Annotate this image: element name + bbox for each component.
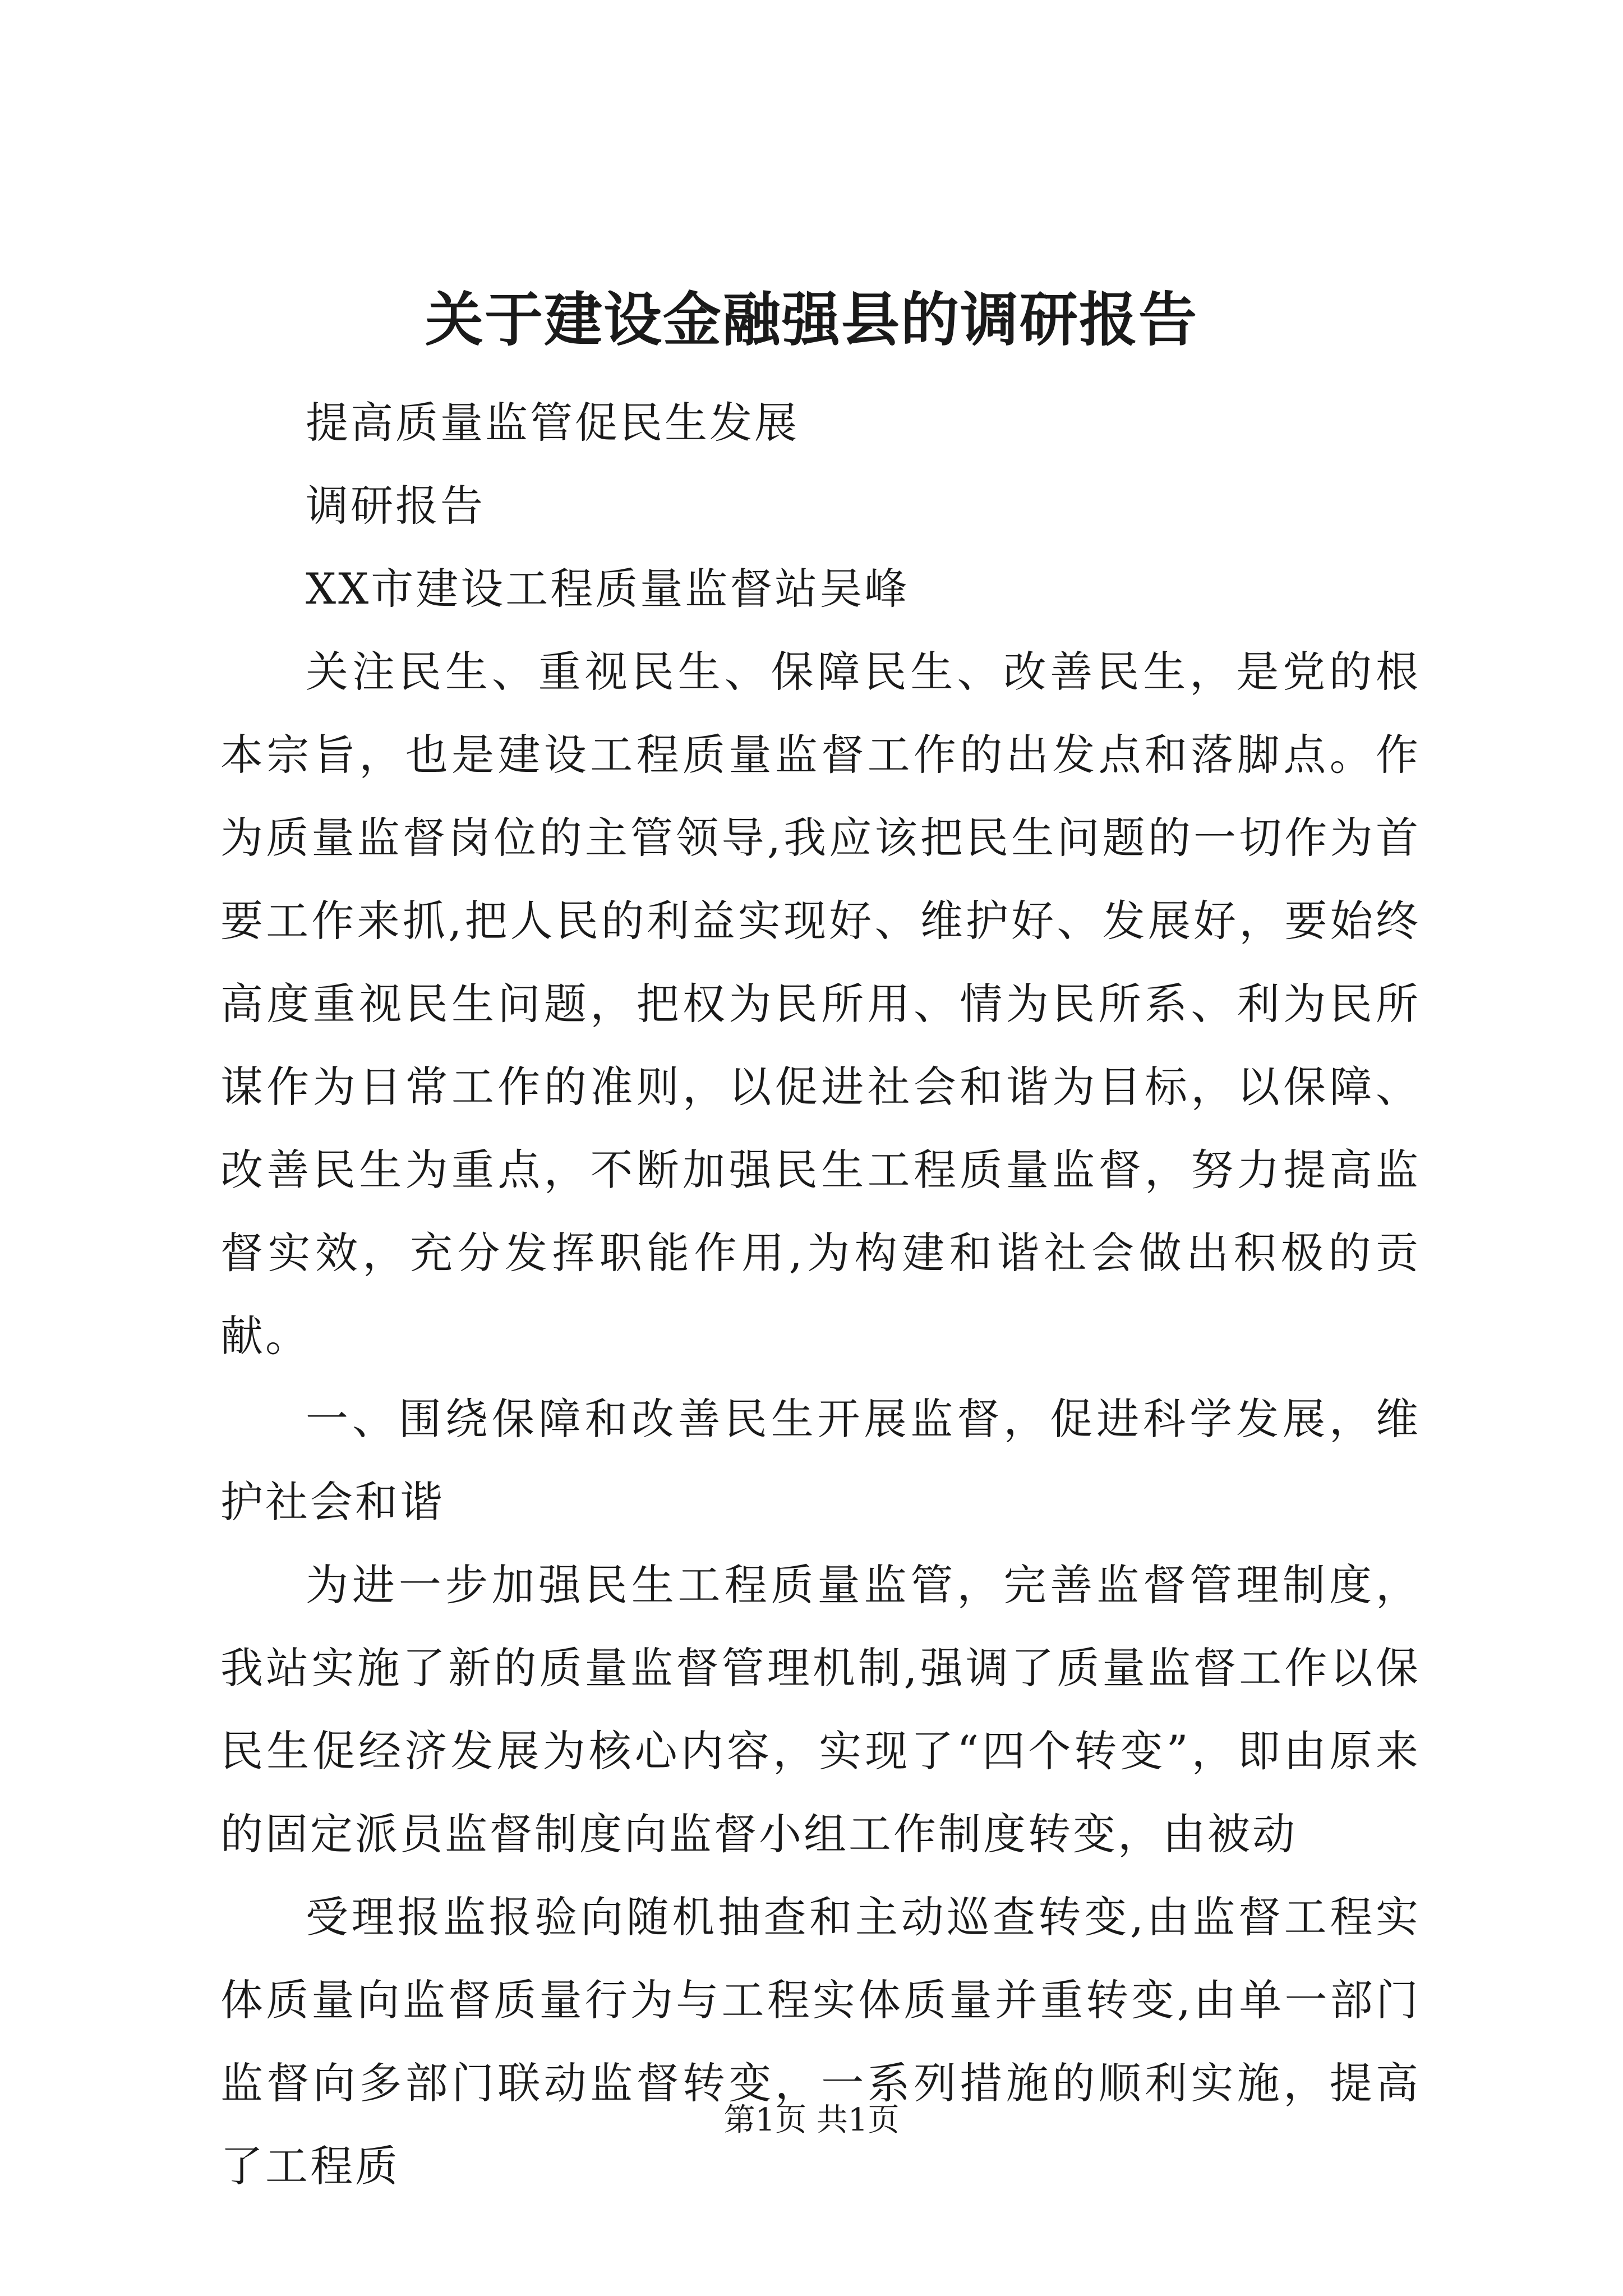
document-title: 关于建设金融强县的调研报告: [425, 285, 1198, 354]
report-label: 调研报告: [306, 481, 485, 531]
section-heading: 一、围绕保障和改善民生开展监督，促进科学发展，维护社会和谐: [220, 1394, 1421, 1527]
page-footer: 第1页 共1页: [723, 2102, 900, 2138]
body-paragraph: 为进一步加强民生工程质量监管，完善监督管理制度，我站实施了新的质量监督管理机制,强调了质量监督工作以保民生促经济发展为核心内容，实现了“四个转变”，即由原来的固定派员监督制度向监督小组工作制度转变，由被动: [220, 1560, 1421, 1859]
subtitle-line: 提高质量监管促民生发展: [306, 398, 799, 448]
body-paragraph: 关注民生、重视民生、保障民生、改善民生，是党的根本宗旨，也是建设工程质量监督工作的出发点和落脚点。作为质量监督岗位的主管领导,我应该把民生问题的一切作为首要工作来抓,把人民的利益实现好、维护好、发展好，要始终高度重视民生问题，把权为民所用、情为民所系、利为民所谋作为日常工作的准则，以促进社会和谐为目标，以保障、改善民生为重点，不断加强民生工程质量监督，努力提高监督实效，充分发挥职能作用,为构建和谐社会做出积极的贡献。: [220, 647, 1421, 1361]
author-line: XX市建设工程质量监督站吴峰: [306, 564, 910, 614]
document-body: [220, 381, 1421, 2208]
body-paragraph: 受理报监报验向随机抽查和主动巡查转变,由监督工程实体质量向监督质量行为与工程实体质量并重转变,由单一部门监督向多部门联动监督转变，一系列措施的顺利实施，提高了工程质: [220, 1892, 1421, 2191]
